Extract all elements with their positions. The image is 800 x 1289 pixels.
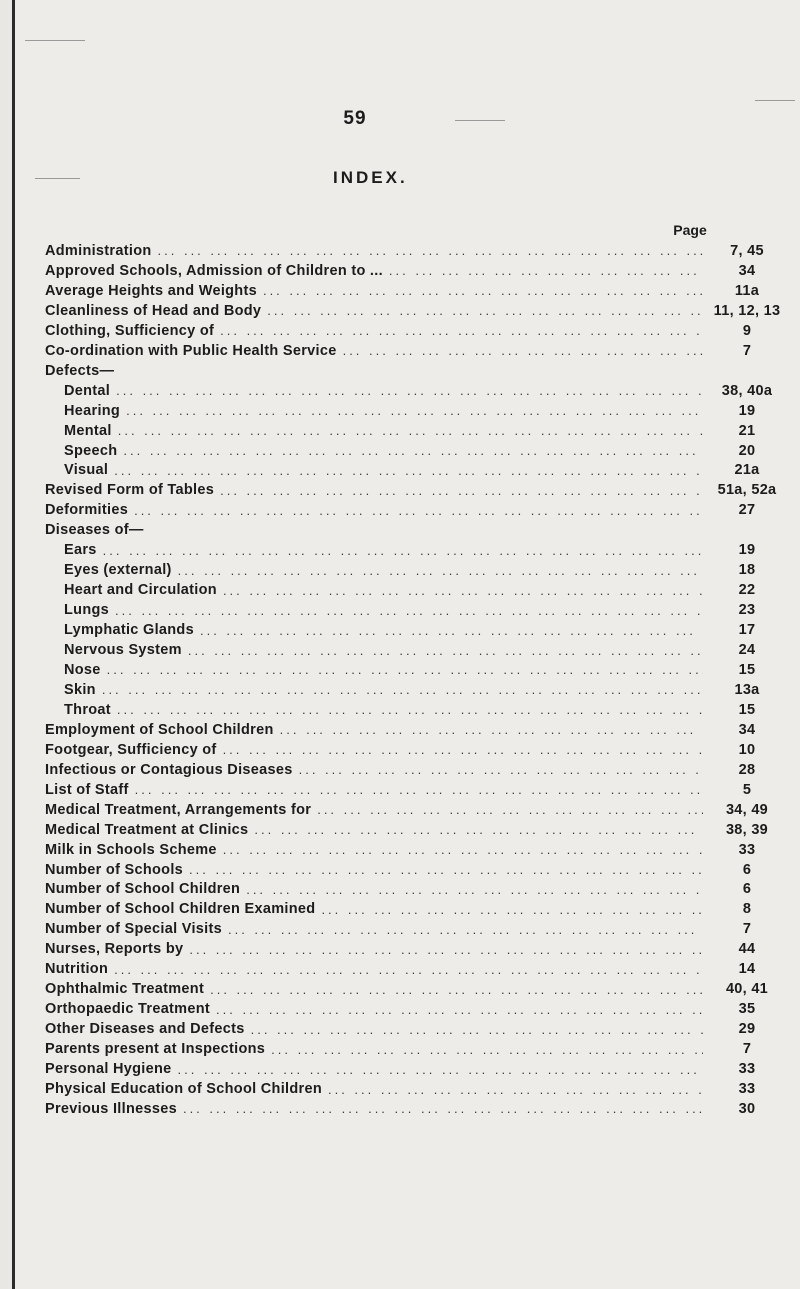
dot-leader (126, 403, 703, 418)
index-page-ref: 40, 41 (725, 981, 769, 998)
dot-leader (123, 443, 703, 458)
index-entry (45, 540, 785, 560)
dot-leader (220, 323, 703, 338)
index-page-ref: 19 (738, 542, 756, 559)
index-term: Previous Illnesses (45, 1100, 177, 1117)
scan-mark (455, 120, 505, 121)
index-term: Throat (64, 701, 111, 718)
index-page-ref: 7 (742, 921, 752, 938)
index-entry (45, 381, 785, 401)
index-term: Ophthalmic Treatment (45, 981, 205, 998)
index-entry (45, 281, 785, 301)
index-page-ref: 51a, 52a (717, 482, 777, 499)
dot-leader (263, 283, 703, 298)
index-entry (45, 680, 785, 700)
index-entry (45, 820, 785, 840)
dot-leader (246, 882, 703, 897)
index-page-ref: 35 (738, 1001, 756, 1018)
index-entry (45, 460, 785, 480)
dot-leader (200, 623, 703, 638)
dot-leader (223, 742, 703, 757)
dot-leader (317, 802, 703, 817)
dot-leader (114, 962, 703, 977)
index-page-ref: 5 (742, 781, 752, 798)
index-entry (45, 480, 785, 500)
index-entry (45, 640, 785, 660)
index-page-ref: 44 (738, 941, 756, 958)
index-page-ref: 38, 40a (721, 382, 773, 399)
index-page-ref: 34, 49 (725, 801, 769, 818)
dot-leader (135, 782, 703, 797)
index-page-ref: 34 (738, 262, 756, 279)
dot-leader (103, 543, 703, 558)
index-entry (45, 740, 785, 760)
index-page-ref: 10 (738, 741, 756, 758)
page-title: INDEX. (333, 168, 408, 187)
scan-mark (25, 40, 85, 41)
index-term: Physical Education of School Children (45, 1081, 322, 1097)
index-page-ref: 15 (738, 701, 756, 718)
index-entry (45, 840, 785, 860)
index-page-ref: 9 (742, 322, 752, 339)
index-entry (45, 1079, 785, 1099)
index-page-ref: 34 (738, 721, 756, 738)
index-page-ref: 8 (742, 901, 752, 918)
index-entry (45, 620, 785, 640)
index-entry (45, 401, 785, 421)
index-term: Clothing, Sufficiency of (45, 322, 215, 339)
index-term: Approved Schools, Admission of Children to ... (45, 262, 383, 279)
dot-leader (189, 862, 703, 877)
dot-leader (116, 383, 703, 398)
index-term: Orthopaedic Treatment (45, 1001, 211, 1018)
index-page-ref: 11, 12, 13 (713, 302, 781, 319)
index-term: Co-ordination with Public Health Service (45, 342, 337, 359)
index-entry (45, 660, 785, 680)
index-entry (45, 500, 785, 520)
index-page-ref: 6 (742, 881, 752, 898)
index-page-ref: 22 (738, 582, 756, 599)
index-term: Employment of School Children (45, 721, 274, 738)
index-term: Nose (64, 661, 101, 678)
index-entry (45, 1039, 785, 1059)
index-entry (45, 760, 785, 780)
index-term: Personal Hygiene (45, 1061, 172, 1078)
index-page-ref: 33 (738, 1081, 756, 1097)
dot-leader (183, 1101, 703, 1116)
dot-leader (251, 1022, 703, 1037)
index-term: Ears (64, 542, 97, 559)
dot-leader (228, 922, 703, 937)
index-term: Visual (64, 462, 109, 479)
index-page-ref: 18 (738, 562, 756, 579)
index-entry (45, 780, 785, 800)
index-entry (45, 421, 785, 441)
index-page-ref: 28 (738, 761, 756, 778)
index-list (45, 241, 785, 1119)
index-term: Medical Treatment at Clinics (45, 821, 249, 838)
dot-leader (223, 583, 703, 598)
index-page-ref: 15 (738, 661, 756, 678)
index-entry (45, 361, 785, 381)
index-entry (45, 979, 785, 999)
dot-leader (220, 483, 703, 498)
index-page-ref: 17 (738, 622, 756, 639)
index-entry (45, 899, 785, 919)
index-term: Medical Treatment, Arrangements for (45, 801, 312, 818)
dot-leader (254, 822, 703, 837)
dot-leader (271, 1042, 703, 1057)
index-entry (45, 999, 785, 1019)
index-page-ref: 20 (738, 442, 756, 459)
index-page-ref: 21a (734, 462, 760, 479)
index-page-ref: 6 (742, 861, 752, 878)
dot-leader (389, 263, 703, 278)
scan-mark (755, 100, 795, 101)
index-page-ref: 14 (738, 961, 756, 978)
index-term: Other Diseases and Defects (45, 1021, 245, 1038)
index-term: Speech (64, 442, 118, 459)
page-column-header: Page (673, 222, 707, 238)
index-page-ref: 11a (734, 282, 760, 299)
index-entry (45, 241, 785, 261)
index-term: Skin (64, 681, 96, 698)
index-term: Dental (64, 382, 111, 399)
index-entry (45, 560, 785, 580)
index-page-ref: 38, 39 (725, 821, 769, 838)
index-entry (45, 600, 785, 620)
index-page-ref: 13a (734, 681, 760, 698)
scan-mark (35, 178, 80, 179)
dot-leader (189, 942, 703, 957)
index-term: Number of Special Visits (45, 921, 222, 938)
index-term: Mental (64, 422, 112, 439)
index-term: List of Staff (45, 781, 129, 798)
dot-leader (102, 682, 703, 697)
dot-leader (188, 643, 703, 658)
index-page-ref: 30 (738, 1100, 756, 1117)
index-entry (45, 700, 785, 720)
index-term: Nervous System (64, 642, 182, 659)
index-page (12, 0, 800, 1289)
index-page-ref: 7, 45 (730, 242, 764, 259)
page-number: 59 (343, 108, 367, 129)
index-term: Defects— (45, 362, 115, 379)
dot-leader (216, 1002, 703, 1017)
dot-leader (299, 762, 703, 777)
index-page-ref: 29 (738, 1021, 756, 1038)
dot-leader (117, 702, 703, 717)
index-page-ref: 7 (742, 1041, 752, 1058)
index-entry (45, 959, 785, 979)
dot-leader (134, 503, 703, 518)
index-term: Number of School Children Examined (45, 901, 316, 918)
index-term: Parents present at Inspections (45, 1041, 266, 1058)
dot-leader (267, 303, 703, 318)
index-entry (45, 1059, 785, 1079)
index-term: Hearing (64, 402, 121, 419)
index-term: Footgear, Sufficiency of (45, 741, 217, 758)
dot-leader (118, 423, 703, 438)
index-page-ref: 19 (738, 402, 756, 419)
index-page-ref: 24 (738, 642, 756, 659)
index-page-ref: 23 (738, 602, 756, 619)
index-entry (45, 301, 785, 321)
dot-leader (114, 463, 703, 478)
index-page-ref: 21 (738, 422, 756, 439)
index-entry (45, 860, 785, 880)
index-term: Administration (45, 242, 152, 259)
index-page-ref: 33 (738, 1061, 756, 1078)
dot-leader (178, 1062, 704, 1077)
dot-leader (343, 343, 703, 358)
dot-leader (321, 902, 703, 917)
dot-leader (107, 662, 703, 677)
index-page-ref: 27 (738, 502, 756, 519)
index-term: Number of Schools (45, 861, 184, 878)
index-entry (45, 720, 785, 740)
index-term: Deformities (45, 502, 129, 519)
index-entry (45, 341, 785, 361)
dot-leader (210, 982, 703, 997)
index-term: Milk in Schools Scheme (45, 841, 217, 858)
dot-leader (280, 722, 703, 737)
index-entry (45, 919, 785, 939)
dot-leader (158, 243, 703, 258)
index-term: Diseases of— (45, 522, 144, 539)
index-term: Lymphatic Glands (64, 622, 194, 639)
index-entry (45, 1019, 785, 1039)
index-term: Nutrition (45, 961, 109, 978)
index-entry (45, 261, 785, 281)
index-entry (45, 580, 785, 600)
index-term: Infectious or Contagious Diseases (45, 761, 293, 778)
dot-leader (178, 563, 703, 578)
index-entry (45, 520, 785, 540)
dot-leader (223, 842, 703, 857)
index-entry (45, 939, 785, 959)
index-entry (45, 321, 785, 341)
index-entry (45, 441, 785, 461)
index-page-ref: 33 (738, 841, 756, 858)
index-page-ref: 7 (742, 342, 752, 359)
index-term: Heart and Circulation (64, 582, 217, 599)
index-term: Nurses, Reports by (45, 941, 184, 958)
dot-leader (115, 603, 703, 618)
index-term: Eyes (external) (64, 562, 172, 579)
index-term: Cleanliness of Head and Body (45, 302, 262, 319)
index-term: Lungs (64, 602, 109, 619)
index-entry (45, 800, 785, 820)
index-term: Number of School Children (45, 881, 241, 898)
index-entry (45, 1099, 785, 1119)
index-entry (45, 880, 785, 900)
index-term: Average Heights and Weights (45, 282, 257, 299)
dot-leader (328, 1082, 703, 1097)
index-term: Revised Form of Tables (45, 482, 215, 499)
